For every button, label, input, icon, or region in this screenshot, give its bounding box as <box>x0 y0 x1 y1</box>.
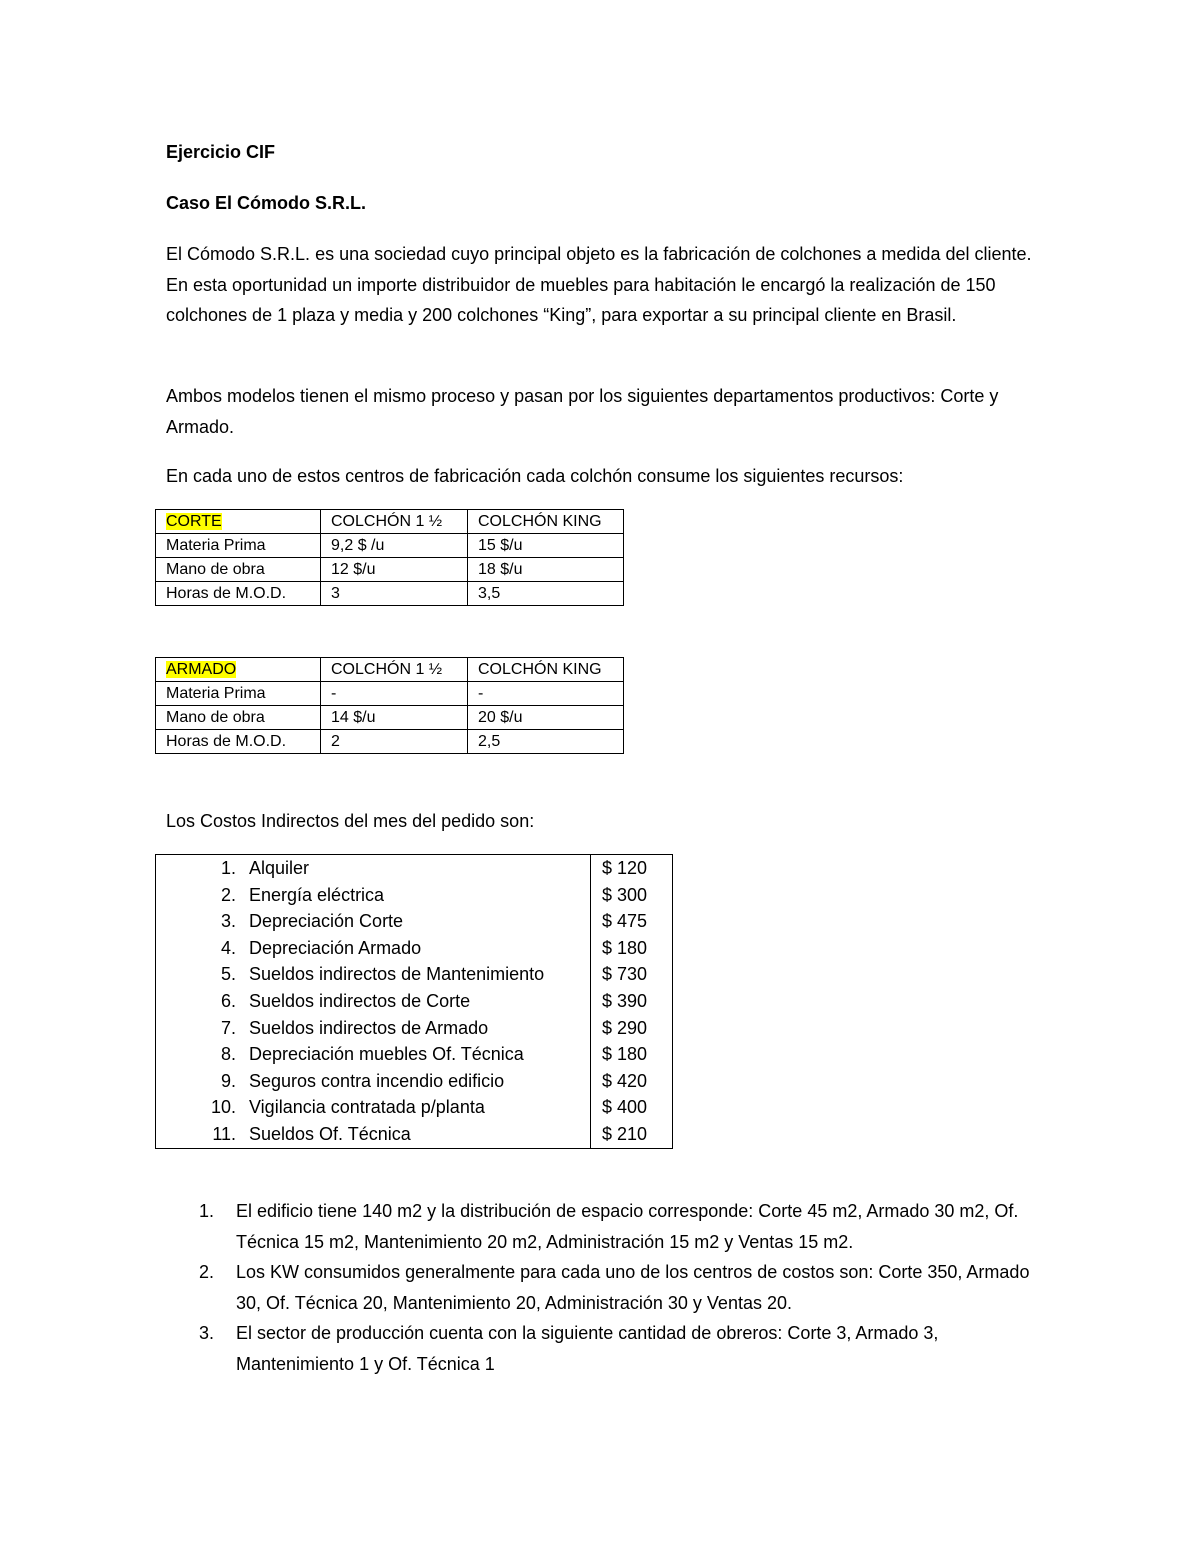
table-cell: Materia Prima <box>156 682 321 706</box>
department-label-highlight: CORTE <box>166 513 222 530</box>
table-row <box>156 558 624 582</box>
item-number: 3. <box>220 911 236 932</box>
item-amount: $ 290 <box>591 1015 673 1042</box>
item-number: 11. <box>212 1123 236 1144</box>
item-amount: $ 420 <box>591 1068 673 1095</box>
table-cell: 3,5 <box>468 582 624 606</box>
cif-table <box>155 854 673 1149</box>
table-cell: Mano de obra <box>156 706 321 730</box>
item-number: 8. <box>220 1044 236 1065</box>
item-amount: $ 180 <box>591 1041 673 1068</box>
table-cell: Materia Prima <box>156 534 321 558</box>
table-row <box>156 935 673 962</box>
item-label: Sueldos indirectos de Corte <box>249 990 471 1011</box>
list-number: 2. <box>199 1262 215 1282</box>
table-cell: COLCHÓN 1 ½ <box>321 658 468 682</box>
table-cell: 15 $/u <box>468 534 624 558</box>
list-text: Los KW consumidos generalmente para cada uno de los centros de costos son: Corte 350, Armado 30, Of. Técnica 20, Mantenimiento 20, Administración 30 y Ventas 20. <box>236 1262 1030 1313</box>
table-cell: - <box>321 682 468 706</box>
table-cell: Horas de M.O.D. <box>156 582 321 606</box>
item-number: 7. <box>220 1017 236 1038</box>
item-label: Depreciación muebles Of. Técnica <box>249 1044 524 1065</box>
list-text: El sector de producción cuenta con la siguiente cantidad de obreros: Corte 3, Armado 3, Mantenimiento 1 y Of. Técnica 1 <box>236 1323 939 1374</box>
item-label: Sueldos indirectos de Armado <box>249 1017 489 1038</box>
case-subtitle: Caso El Cómodo S.R.L. <box>166 193 367 213</box>
table-row <box>156 582 624 606</box>
table-cell: Mano de obra <box>156 558 321 582</box>
item-amount: $ 730 <box>591 961 673 988</box>
item-amount: $ 180 <box>591 935 673 962</box>
table-row <box>156 534 624 558</box>
table-row <box>156 961 673 988</box>
list-item <box>166 1196 1046 1257</box>
table-row <box>156 855 673 882</box>
resources-paragraph: En cada uno de estos centros de fabricación cada colchón consume los siguientes recursos: <box>166 466 904 486</box>
notes-list <box>166 1196 1046 1379</box>
table-cell: COLCHÓN KING <box>468 658 624 682</box>
item-label: Alquiler <box>249 858 310 878</box>
table-row <box>156 706 624 730</box>
table-row <box>156 1015 673 1042</box>
item-label: Depreciación Corte <box>249 911 404 932</box>
item-label: Sueldos Of. Técnica <box>249 1123 411 1144</box>
item-amount: $ 475 <box>591 908 673 935</box>
document-title: Ejercicio CIF <box>166 142 276 162</box>
item-amount: $ 210 <box>591 1121 673 1148</box>
table-row <box>156 1068 673 1095</box>
item-number: 5. <box>220 964 236 985</box>
item-number: 1. <box>220 858 236 878</box>
cif-intro-paragraph: Los Costos Indirectos del mes del pedido son: <box>166 811 535 831</box>
table-row <box>156 908 673 935</box>
item-number: 6. <box>220 990 236 1011</box>
table-row <box>156 1094 673 1121</box>
table-cell: 9,2 $ /u <box>321 534 468 558</box>
list-item <box>166 1318 1046 1379</box>
table-cell: 14 $/u <box>321 706 468 730</box>
intro-paragraph: El Cómodo S.R.L. es una sociedad cuyo principal objeto es la fabricación de colchones a medida del cliente. En esta oportunidad un importe distribuidor de muebles para habitación le encargó la realización de 150 colchones de 1 plaza y media y 200 colchones “King”, para exportar a su principal cliente en Brasil. <box>166 244 1032 325</box>
table-cell <box>156 510 321 534</box>
table-cell: 2,5 <box>468 730 624 754</box>
table-row <box>156 1121 673 1148</box>
list-number: 3. <box>199 1323 215 1343</box>
process-paragraph: Ambos modelos tienen el mismo proceso y pasan por los siguientes departamentos productivos: Corte y Armado. <box>166 386 999 437</box>
item-label: Energía eléctrica <box>249 884 385 905</box>
table-cell: Horas de M.O.D. <box>156 730 321 754</box>
table-row <box>156 988 673 1015</box>
corte-table <box>155 509 624 606</box>
item-number: 2. <box>220 884 236 905</box>
item-amount: $ 390 <box>591 988 673 1015</box>
list-item <box>166 1257 1046 1318</box>
table-row <box>156 682 624 706</box>
table-header-row <box>156 510 624 534</box>
table-cell: 20 $/u <box>468 706 624 730</box>
table-row <box>156 730 624 754</box>
table-row <box>156 1041 673 1068</box>
table-cell: 18 $/u <box>468 558 624 582</box>
item-amount: $ 120 <box>591 855 673 882</box>
item-label: Seguros contra incendio edificio <box>249 1070 505 1091</box>
table-cell: COLCHÓN 1 ½ <box>321 510 468 534</box>
table-cell: 12 $/u <box>321 558 468 582</box>
department-label-highlight: ARMADO <box>166 661 237 678</box>
list-number: 1. <box>199 1201 215 1221</box>
item-number: 4. <box>220 937 236 958</box>
item-label: Sueldos indirectos de Mantenimiento <box>249 964 545 985</box>
item-amount: $ 300 <box>591 882 673 909</box>
item-amount: $ 400 <box>591 1094 673 1121</box>
table-cell: COLCHÓN KING <box>468 510 624 534</box>
table-cell <box>156 658 321 682</box>
table-cell: 2 <box>321 730 468 754</box>
armado-table <box>155 657 624 754</box>
item-label: Vigilancia contratada p/planta <box>249 1097 485 1118</box>
table-cell: 3 <box>321 582 468 606</box>
item-number: 9. <box>220 1070 236 1091</box>
table-cell: - <box>468 682 624 706</box>
table-header-row <box>156 658 624 682</box>
item-number: 10. <box>210 1097 236 1118</box>
item-label: Depreciación Armado <box>249 937 422 958</box>
list-text: El edificio tiene 140 m2 y la distribución de espacio corresponde: Corte 45 m2, Armado 30 m2, Of. Técnica 15 m2, Mantenimiento 20 m2, Administración 15 m2 y Ventas 15 m2. <box>236 1201 1019 1252</box>
table-row <box>156 882 673 909</box>
